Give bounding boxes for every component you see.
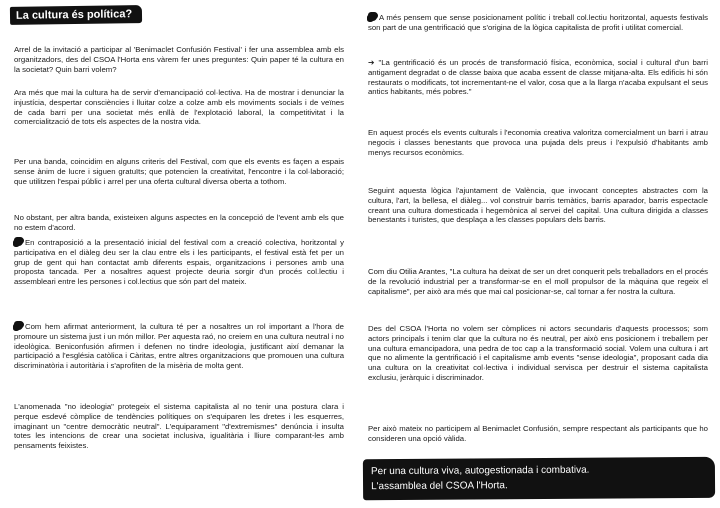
list-item: [368, 12, 708, 33]
paragraph: Seguint aquesta lògica l'ajuntament de València, que invocant conceptes abstractes com la cultura, l'art, la bellesa, el diàleg... vol construir barris temàtics, barris aparador, barris espectacle creant una cultura domesticada i hegemònica al servei del capital. Una cultura dirigida a classes benestants i turistes, que desplaça a les classes populars dels barris.: [368, 186, 708, 225]
paragraph: "La gentrificació és un procés de transformació física, econòmica, social i cultural d'un barri antigament degradat o de classe baixa que acaba essent de classe mitjana-alta. Els edificis hi són restaurats o modificats, tot incrementant-ne el valor, cosa que a la llarga n'acaba expulsant el seus antics habitants, més pobres.": [368, 58, 708, 97]
paragraph: Des del CSOA l'Horta no volem ser còmplices ni actors secundaris d'aquests processos; som actors principals i tenim clar que la cultura no és neutral, per això ens posicionem i treballem per una cultura emancipadora, una pedra de toc cap a la transformació social. Volem una cultura i art que no alimente la gentrificació i el capitalisme amb events "sense ideologia", proposant cada dia una cultura on la creativitat col·lectiva i individual servisca per destruir el sistema capitalista exclusiu, jeràrquic i discriminador.: [368, 324, 708, 382]
closing-signature: L'assamblea del CSOA l'Horta.: [371, 479, 508, 492]
paragraph: Per una banda, coincidim en alguns criteris del Festival, com que els events es façen a espais sense ànim de lucre i siguen gratuïts; que potencien la creativitat, l'encontre i la col·laboració; que utilitzen l'espai públic i arrel per una oferta cultural diversa oberta a tothom.: [14, 157, 344, 186]
paragraph: L'anomenada "no ideologia" protegeix el sistema capitalista al no tenir una postura clara i perque esdevé còmplice de tendències polítiques on s'equiparen les dretes i les esquerres, imaginant un "centre democràtic neutral". L'equiparament "d'extremismes" denúncia i insulta totes les intencions de crear una societat inclusiva, igualitària i lliure comparant-les amb pensaments feixistes.: [14, 402, 344, 450]
paragraph: Arrel de la invitació a participar al 'Benimaclet Confusión Festival' i fer una assemblea amb els organitzadors, des del CSOA l'Horta ens vàrem fer unes preguntes: Quin paper té la cultura en la societat? Quin barri volem?: [14, 45, 344, 74]
arrow-right-icon: ➔: [368, 58, 375, 67]
paragraph: En aquest procés els events culturals i l'economia creativa valoritza comercialment un barri i atrau negocis i classes benestants que provoca una pujada dels preus i l'expulsió d'habitants amb menys recursos econòmics.: [368, 128, 708, 157]
list-item: [14, 237, 344, 287]
list-item: [14, 321, 344, 371]
paragraph: Ara més que mai la cultura ha de servir d'emancipació col·lectiva. Ha de mostrar i denunciar la injustícia, despertar consciències i lluitar colze a colze amb els moviments socials i de veïnes de cada barri per una societat més enllà de l'explotació laboral, la competitivitat i la comercialització de tots els aspectes de la nostra vida.: [14, 88, 344, 127]
closing-banner: [363, 457, 715, 500]
quote-block: [368, 58, 708, 97]
page-title: La cultura és política?: [10, 5, 142, 25]
ink-splat-icon: [368, 12, 377, 21]
ink-splat-icon: [14, 237, 23, 246]
paragraph: Per això mateix no participem al Benimaclet Confusión, sempre respectant als participants que ho consideren una opció vàlida.: [368, 424, 708, 443]
closing-slogan: Per una cultura viva, autogestionada i combativa.: [370, 464, 590, 478]
paragraph: Com diu Otilia Arantes, "La cultura ha deixat de ser un dret conquerit pels treballadors en el procés de la revolució industrial per a transformar-se en el moll propulsor de la màquina que regeix el capitalisme", per això ara més que mai cal posicionar-se, cal tornar a fer nostra la cultura.: [368, 267, 708, 296]
paragraph: Com hem afirmat anteriorment, la cultura té per a nosaltres un rol important a l'hora de promoure un sistema just i un món millor. Per aquesta raó, no creiem en una cultura neutral i no ideològica. Beniconfusión afirmen i defenen no tindre ideologia, justificant així demanar la participació a l'església catòlica i Càritas, entre altres organitzacions que promouen una cultura discriminatòria i autoritària i s'aprofiten de la misèria de molta gent.: [14, 322, 344, 370]
ink-splat-icon: [14, 321, 23, 330]
paragraph: No obstant, per altra banda, existeixen alguns aspectes en la concepció de l'event amb els que no estem d'acord.: [14, 213, 344, 232]
paragraph: A més pensem que sense posicionament polític i treball col.lectiu horitzontal, aquests festivals son part de una gentrificació que s'origina de la lògica capitalista de profit i utilitat comercial.: [368, 13, 708, 32]
paragraph: En contraposició a la presentació inicial del festival com a creació colectiva, horitzontal y participativa en el diàleg deu ser la clau entre els i les participants, el festival està fet per un grup de gent qui han contactat amb diferents espais, organitzacions i persones amb una proposta tancada. Per a nosaltres aquest projecte deuria sorgir d'un procés col.lectiu i assembleari entre les persones i col.lectius que són part del mateix.: [14, 238, 344, 286]
